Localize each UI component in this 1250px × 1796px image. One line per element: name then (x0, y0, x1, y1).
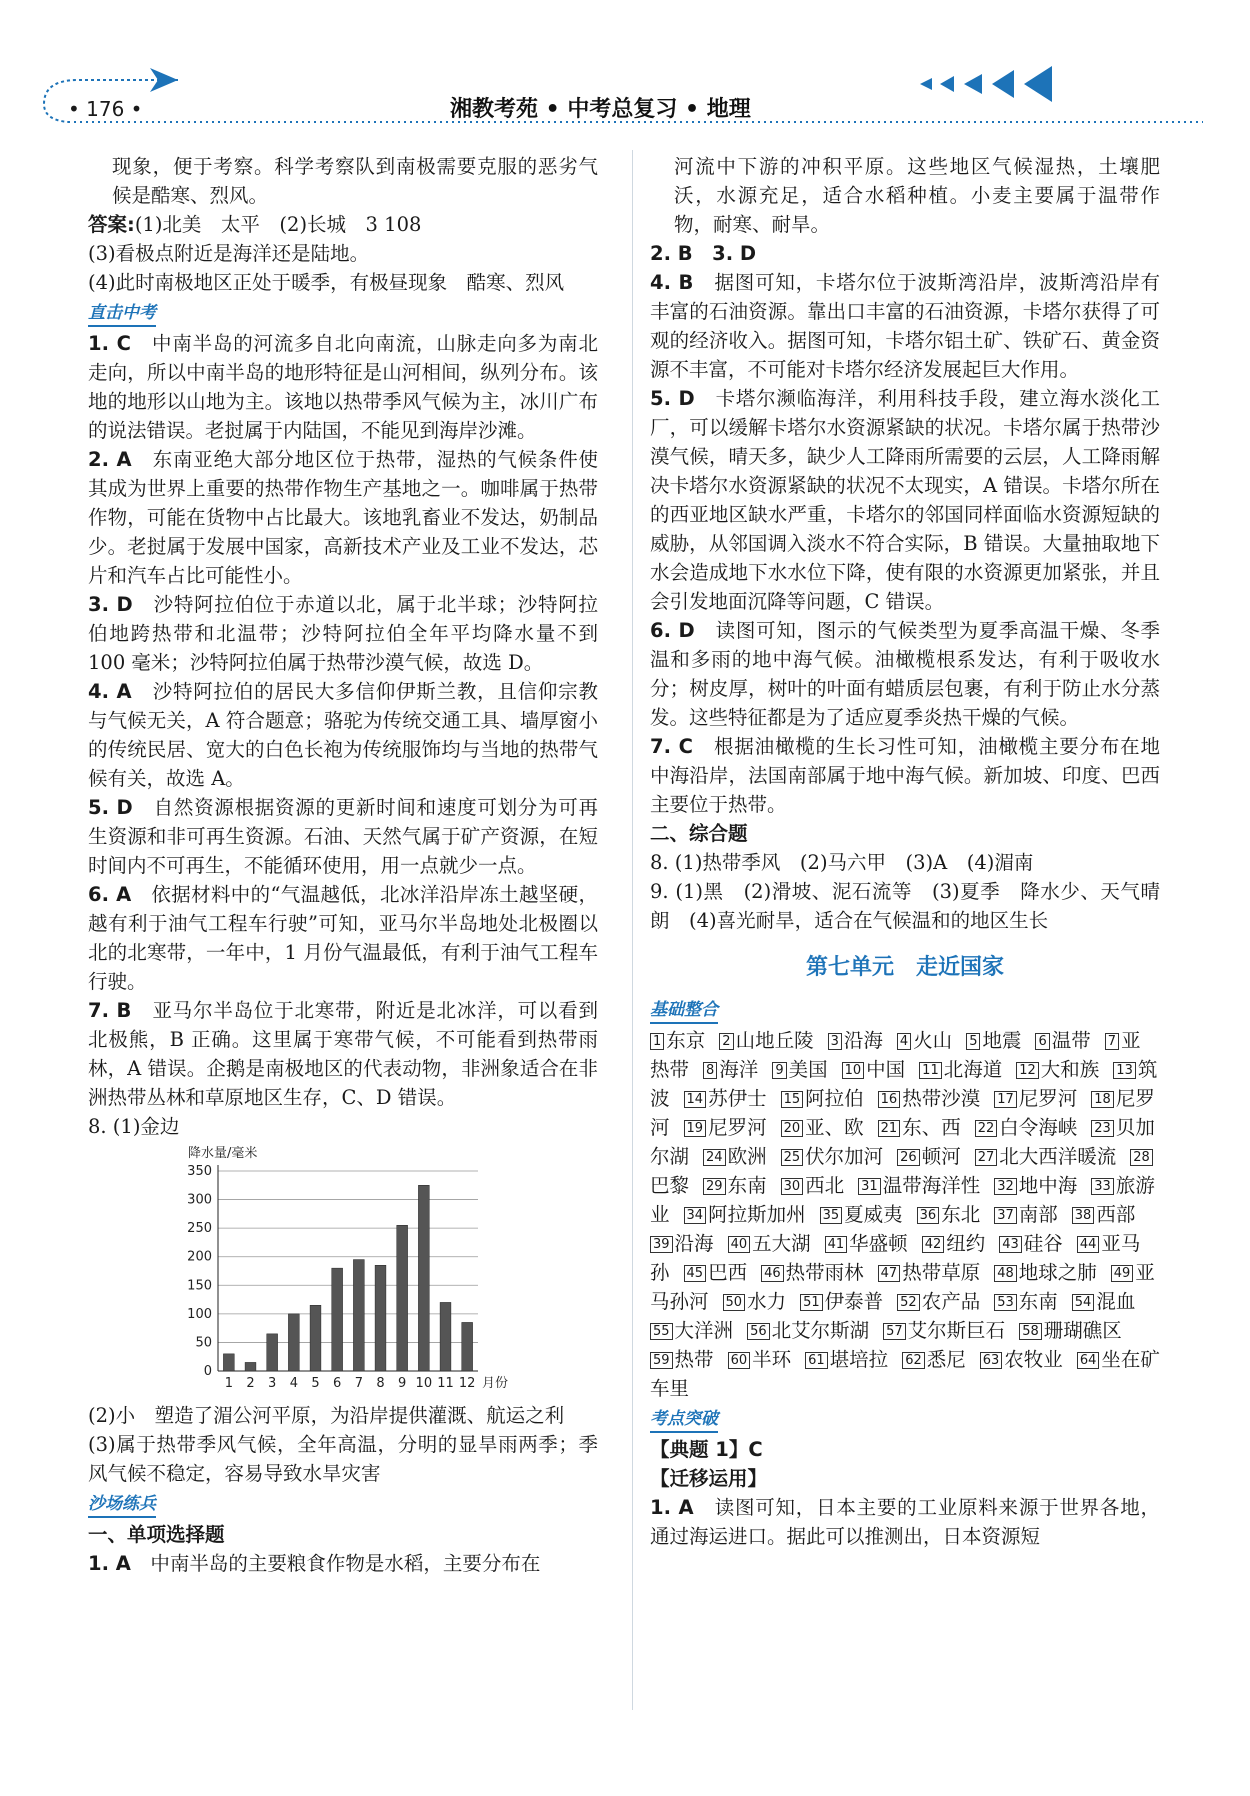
section-jichu: 基础整合 (650, 998, 718, 1024)
part2-title: 二、综合题 (650, 822, 748, 845)
x-tick-label: 7 (354, 1376, 363, 1391)
term-text: 北艾尔斯湖 (771, 1319, 870, 1342)
term-text: 地震 (982, 1029, 1022, 1052)
term-item (781, 1087, 864, 1110)
term-number: 40 (728, 1236, 751, 1253)
term-number: 14 (684, 1091, 707, 1108)
term-item (781, 1145, 884, 1168)
term-number: 2 (719, 1033, 733, 1050)
term-text: 北海道 (943, 1058, 1003, 1081)
term-item (723, 1290, 787, 1313)
term-text: 东南 (727, 1174, 767, 1197)
term-number: 22 (975, 1120, 998, 1137)
term-item (842, 1058, 906, 1081)
term-number: 62 (902, 1352, 925, 1369)
terms-list (650, 1026, 1160, 1403)
r5-lead: 5. D (650, 387, 695, 410)
section-shachang: 沙场练兵 (88, 1492, 156, 1518)
term-number: 38 (1072, 1207, 1095, 1224)
term-number: 18 (1091, 1091, 1114, 1108)
bar (288, 1314, 299, 1371)
term-number: 13 (1113, 1062, 1136, 1079)
r4-lead: 4. B (650, 271, 694, 294)
term-text: 农产品 (921, 1290, 981, 1313)
term-item (650, 1232, 714, 1255)
term-item (800, 1290, 883, 1313)
y-axis-label: 降水量/毫米 (188, 1146, 258, 1161)
x-tick-label: 1 (224, 1376, 233, 1391)
term-number: 24 (703, 1149, 726, 1166)
column-divider (632, 150, 633, 1710)
term-text: 贝加尔湖 (650, 1116, 1155, 1168)
term-text: 艾尔斯巨石 (907, 1319, 1006, 1342)
term-item (883, 1319, 1005, 1342)
term-item (980, 1348, 1063, 1371)
q8-1: 8. (1)金边 (88, 1115, 180, 1138)
term-item (703, 1145, 767, 1168)
term-text: 山地丘陵 (735, 1029, 814, 1052)
term-item (703, 1174, 767, 1197)
term-number: 49 (1111, 1265, 1134, 1282)
y-tick-label: 100 (187, 1306, 212, 1322)
x-tick-label: 8 (376, 1376, 385, 1391)
term-item (781, 1174, 845, 1197)
term-item (897, 1145, 961, 1168)
r4-text: 据图可知，卡塔尔位于波斯湾沿岸，波斯湾沿岸有丰富的石油资源。靠出口丰富的石油资源，卡塔尔获得了可观的经济收入。据图可知，卡塔尔铝土矿、铁矿石、黄金资源不丰富，不可能对卡塔尔经济发展起巨大作用。 (650, 271, 1160, 381)
term-text: 温带 (1051, 1029, 1091, 1052)
term-item (917, 1203, 981, 1226)
term-text: 地球之肺 (1018, 1261, 1097, 1284)
term-item (966, 1029, 1021, 1052)
term-item (897, 1029, 952, 1052)
term-number: 17 (994, 1091, 1017, 1108)
term-item (994, 1261, 1097, 1284)
term-item (994, 1290, 1058, 1313)
term-number: 34 (684, 1207, 707, 1224)
term-number: 32 (994, 1178, 1017, 1195)
term-item (897, 1290, 980, 1313)
term-text: 阿拉伯 (805, 1087, 864, 1110)
term-item (828, 1029, 883, 1052)
r-cont: 河流中下游的冲积平原。这些地区气候湿热，土壤肥沃，水源充足，适合水稻种植。小麦主要属于温带作物，耐寒、耐旱。 (674, 155, 1160, 236)
term-item (684, 1087, 767, 1110)
bar (462, 1322, 473, 1371)
x-tick-label: 2 (246, 1376, 255, 1391)
m1-text: 读图可知，日本主要的工业原料来源于世界各地，通过海运进口。据此可以推测出，日本资源短 (650, 1496, 1160, 1548)
term-text: 亚马孙 (650, 1232, 1141, 1284)
intro-text: 现象，便于考察。科学考察队到南极需要克服的恶劣气候是酷寒、烈风。 (112, 155, 598, 207)
term-text: 尼罗河 (650, 1087, 1155, 1139)
x-tick-label: 6 (333, 1376, 342, 1391)
x-tick-label: 12 (458, 1376, 476, 1391)
term-text: 巴西 (708, 1261, 748, 1284)
term-number: 7 (1105, 1033, 1119, 1050)
term-item (975, 1145, 1117, 1168)
term-number: 60 (728, 1352, 751, 1369)
term-text: 沿海 (674, 1232, 714, 1255)
term-text: 珊瑚礁区 (1043, 1319, 1122, 1342)
term-number: 6 (1035, 1033, 1049, 1050)
term-item (1016, 1058, 1099, 1081)
q4-lead: 4. A (88, 680, 132, 703)
term-text: 东北 (941, 1203, 981, 1226)
term-item (650, 1348, 714, 1371)
term-number: 52 (897, 1294, 920, 1311)
term-text: 顿河 (921, 1145, 961, 1168)
term-item (902, 1348, 966, 1371)
term-number: 46 (761, 1265, 784, 1282)
term-item (994, 1087, 1077, 1110)
y-tick-label: 250 (187, 1221, 212, 1237)
p1-text: 中南半岛的主要粮食作物是水稻，主要分布在 (150, 1552, 541, 1575)
term-text: 夏威夷 (844, 1203, 903, 1226)
term-number: 10 (842, 1062, 865, 1079)
term-text: 水力 (747, 1290, 787, 1313)
term-text: 南部 (1018, 1203, 1058, 1226)
term-text: 亚热带 (650, 1029, 1141, 1081)
term-text: 五大湖 (752, 1232, 811, 1255)
term-item (975, 1116, 1078, 1139)
term-number: 31 (858, 1178, 881, 1195)
q8-2: (2)小 塑造了湄公河平原，为沿岸提供灌溉、航运之利 (88, 1404, 565, 1427)
precipitation-chart (88, 1141, 508, 1401)
term-number: 26 (897, 1149, 920, 1166)
term-text: 农牧业 (1004, 1348, 1063, 1371)
r6-lead: 6. D (650, 619, 695, 642)
term-number: 9 (772, 1062, 786, 1079)
term-number: 53 (994, 1294, 1017, 1311)
r7-text: 根据油橄榄的生长习性可知，油橄榄主要分布在地中海沿岸，法国南部属于地中海气候。新加坡、印度、巴西主要位于热带。 (650, 735, 1160, 816)
term-text: 悉尼 (926, 1348, 966, 1371)
term-text: 热带沙漠 (902, 1087, 981, 1110)
term-item (650, 1319, 733, 1342)
q1-lead: 1. C (88, 332, 131, 355)
q7-lead: 7. B (88, 999, 132, 1022)
term-item (747, 1319, 869, 1342)
term-number: 4 (897, 1033, 911, 1050)
term-item (684, 1203, 806, 1226)
y-tick-label: 350 (187, 1164, 212, 1179)
term-text: 坐在矿车里 (650, 1348, 1160, 1400)
book-title: 湘教考苑 • 中考总复习 • 地理 (450, 97, 751, 122)
term-item (781, 1116, 864, 1139)
term-number: 41 (825, 1236, 848, 1253)
term-text: 混血 (1096, 1290, 1136, 1313)
term-number: 5 (966, 1033, 980, 1050)
x-tick-label: 5 (311, 1376, 320, 1391)
term-item (1019, 1319, 1122, 1342)
answer-label: 答案: (88, 213, 135, 236)
term-text: 火山 (913, 1029, 953, 1052)
unit-title: 第七单元 走近国家 (805, 955, 1004, 980)
term-text: 美国 (788, 1058, 828, 1081)
q2-text: 东南亚绝大部分地区位于热带，湿热的气候条件使其成为世界上重要的热带作物生产基地之一。咖啡属于热带作物，可能在货物中占比最大。该地乳畜业不发达，奶制品少。老挝属于发展中国家，高新技术产业及工业不发达，芯片和汽车占比可能性小。 (88, 448, 598, 587)
term-item (728, 1348, 792, 1371)
y-tick-label: 0 (203, 1364, 212, 1379)
x-axis-label: 月份 (482, 1376, 508, 1391)
x-tick-label: 9 (398, 1376, 407, 1391)
term-text: 尼罗河 (1018, 1087, 1078, 1110)
q1-text: 中南半岛的河流多自北向南流，山脉走向多为南北走向，所以中南半岛的地形特征是山河相间，纵列分布。该地的地形以山地为主。该地以热带季风气候为主，冰川广布的说法错误。老挝属于内陆国，不能见到海岸沙滩。 (88, 332, 598, 442)
term-number: 58 (1019, 1323, 1042, 1340)
term-number: 33 (1091, 1178, 1114, 1195)
term-item (820, 1203, 903, 1226)
term-number: 54 (1072, 1294, 1095, 1311)
term-number: 21 (878, 1120, 901, 1137)
term-text: 白令海峡 (999, 1116, 1078, 1139)
term-item (1072, 1290, 1136, 1313)
q8-3: (3)属于热带季风气候，全年高温，分明的显旱雨两季；季风气候不稳定，容易导致水旱灾害 (88, 1433, 598, 1485)
term-number: 59 (650, 1352, 673, 1369)
term-text: 华盛顿 (849, 1232, 908, 1255)
bar (223, 1354, 234, 1371)
term-number: 16 (878, 1091, 901, 1108)
term-item (805, 1348, 888, 1371)
term-text: 筑波 (650, 1058, 1158, 1110)
header-triangles-icon (920, 66, 1052, 102)
x-tick-label: 11 (437, 1376, 454, 1391)
term-number: 3 (828, 1033, 842, 1050)
term-text: 堪培拉 (829, 1348, 889, 1371)
x-tick-label: 4 (289, 1376, 298, 1391)
term-number: 27 (975, 1149, 998, 1166)
term-number: 1 (650, 1033, 664, 1050)
term-number: 37 (994, 1207, 1017, 1224)
term-number: 43 (999, 1236, 1022, 1253)
term-text: 硅谷 (1023, 1232, 1063, 1255)
term-number: 51 (800, 1294, 823, 1311)
q6-text: 依据材料中的“气温越低，北冰洋沿岸冻土越坚硬，越有利于油气工程车行驶”可知，亚马尔半岛地处北极圈以北的北寒带，一年中，1 月份气温最低，有利于油气工程车行驶。 (88, 883, 598, 993)
r7-lead: 7. C (650, 735, 693, 758)
term-number: 25 (781, 1149, 804, 1166)
term-text: 北大西洋暖流 (999, 1145, 1117, 1168)
term-text: 伏尔加河 (805, 1145, 884, 1168)
header-arrow-icon (150, 68, 178, 92)
term-text: 海洋 (719, 1058, 759, 1081)
term-text: 东南 (1018, 1290, 1058, 1313)
term-number: 12 (1016, 1062, 1039, 1079)
term-text: 东京 (666, 1029, 706, 1052)
bar (310, 1305, 321, 1371)
bar (440, 1302, 451, 1371)
term-text: 阿拉斯加州 (708, 1203, 806, 1226)
term-text: 热带 (674, 1348, 714, 1371)
term-number: 36 (917, 1207, 940, 1224)
term-number: 47 (878, 1265, 901, 1282)
term-number: 35 (820, 1207, 843, 1224)
term-number: 30 (781, 1178, 804, 1195)
term-item (728, 1232, 811, 1255)
q3-lead: 3. D (88, 593, 133, 616)
x-tick-label: 10 (415, 1376, 433, 1391)
term-number: 28 (1130, 1149, 1153, 1166)
term-number: 48 (994, 1265, 1017, 1282)
term-item (994, 1203, 1058, 1226)
term-item (650, 1029, 705, 1052)
term-item (1072, 1203, 1136, 1226)
q4-text: 沙特阿拉伯的居民大多信仰伊斯兰教，且信仰宗教与气候无关，A 符合题意；骆驼为传统交通工具、墙厚窗小的传统民居、宽大的白色长袍为传统服饰均与当地的热带气候有关，故选 A。 (88, 680, 598, 790)
term-text: 热带草原 (902, 1261, 981, 1284)
term-text: 旅游业 (650, 1174, 1155, 1226)
y-tick-label: 300 (187, 1192, 212, 1208)
term-text: 伊泰普 (824, 1290, 884, 1313)
y-tick-label: 50 (195, 1335, 212, 1351)
bar (245, 1362, 256, 1371)
term-text: 大和族 (1040, 1058, 1100, 1081)
q6-lead: 6. A (88, 883, 132, 906)
term-item (994, 1174, 1077, 1197)
term-number: 20 (781, 1120, 804, 1137)
term-number: 63 (980, 1352, 1003, 1369)
left-column (88, 152, 598, 1578)
term-item (1035, 1029, 1090, 1052)
term-text: 大洋洲 (674, 1319, 734, 1342)
r8: 8. (1)热带季风 (2)马六甲 (3)A (4)湄南 (650, 851, 1034, 874)
section-kaodian: 考点突破 (650, 1407, 718, 1433)
term-text: 亚马孙河 (650, 1261, 1155, 1313)
bar (353, 1260, 364, 1371)
bar (418, 1185, 429, 1371)
term-text: 沿海 (843, 1029, 883, 1052)
term-item (999, 1232, 1063, 1255)
term-number: 55 (650, 1323, 673, 1340)
term-number: 44 (1077, 1236, 1100, 1253)
term-text: 尼罗河 (708, 1116, 767, 1139)
q3-text: 沙特阿拉伯位于赤道以北，属于北半球；沙特阿拉伯地跨热带和北温带；沙特阿拉伯全年平均降水量不到 100 毫米；沙特阿拉伯属于热带沙漠气候，故选 D。 (88, 593, 598, 674)
term-number: 42 (922, 1236, 945, 1253)
term-item (825, 1232, 908, 1255)
term-item (703, 1058, 758, 1081)
term-number: 29 (703, 1178, 726, 1195)
bar (267, 1334, 278, 1371)
term-number: 11 (919, 1062, 942, 1079)
q5-text: 自然资源根据资源的更新时间和速度可划分为可再生资源和非可再生资源。石油、天然气属于矿产资源，在短时间内不可再生，不能循环使用，用一点就少一点。 (88, 796, 598, 877)
term-text: 地中海 (1018, 1174, 1078, 1197)
term-number: 64 (1077, 1352, 1100, 1369)
qianyi: 【迁移运用】 (650, 1467, 768, 1490)
term-number: 23 (1091, 1120, 1114, 1137)
term-text: 东、西 (902, 1116, 961, 1139)
term-text: 亚、欧 (805, 1116, 864, 1139)
q7-text: 亚马尔半岛位于北寒带，附近是北冰洋，可以看到北极熊，B 正确。这里属于寒带气候，不可能看到热带雨林，A 错误。企鹅是南极地区的代表动物，非洲象适合在非洲热带丛林和草原地区生存，C、D 错误。 (88, 999, 598, 1109)
term-text: 中国 (866, 1058, 906, 1081)
term-item (878, 1087, 981, 1110)
y-tick-label: 150 (187, 1278, 212, 1294)
y-tick-label: 200 (187, 1249, 212, 1265)
term-number: 19 (684, 1120, 707, 1137)
r6-text: 读图可知，图示的气候类型为夏季高温干燥、冬季温和多雨的地中海气候。油橄榄根系发达，有利于吸收水分；树皮厚，树叶的叶面有蜡质层包裹，有利于防止水分蒸发。这些特征都是为了适应夏季炎热干燥的气候。 (650, 619, 1160, 729)
answer-1: (1)北美 太平 (2)长城 3 108 (134, 213, 422, 236)
term-text: 热带雨林 (785, 1261, 864, 1284)
term-text: 巴黎 (650, 1174, 690, 1197)
term-text: 西部 (1096, 1203, 1136, 1226)
bar (332, 1268, 343, 1371)
page-number: • 176 • (68, 97, 143, 121)
q5-lead: 5. D (88, 796, 133, 819)
chart-svg (88, 1141, 508, 1401)
r23: 2. B 3. D (650, 242, 757, 265)
term-item (858, 1174, 980, 1197)
m1-lead: 1. A (650, 1496, 694, 1519)
right-column (650, 152, 1160, 1551)
term-item (919, 1058, 1002, 1081)
r5-text: 卡塔尔濒临海洋，利用科技手段，建立海水淡化工厂，可以缓解卡塔尔水资源紧缺的状况。卡塔尔属于热带沙漠气候，晴天多，缺少人工降雨所需要的云层，人工降雨解决卡塔尔水资源紧缺的状况不太现实，A 错误。卡塔尔所在的西亚地区缺水严重，卡塔尔的邻国同样面临水资源短缺的威胁，从邻国调入淡水不符合实际，B 错误。大量抽取地下水会造成地下水水位下降，使有限的水资源更加紧张，并且会引发地面沉降等问题，C 错误。 (650, 387, 1160, 613)
term-number: 15 (781, 1091, 804, 1108)
term-number: 8 (703, 1062, 717, 1079)
term-text: 温带海洋性 (882, 1174, 981, 1197)
term-item (878, 1116, 961, 1139)
x-tick-label: 3 (268, 1376, 277, 1391)
term-text: 半环 (752, 1348, 792, 1371)
term-number: 61 (805, 1352, 828, 1369)
term-item (684, 1261, 748, 1284)
p1-lead: 1. A (88, 1552, 131, 1575)
term-number: 39 (650, 1236, 673, 1253)
term-text: 欧洲 (727, 1145, 767, 1168)
term-item (684, 1116, 767, 1139)
term-item (922, 1232, 986, 1255)
term-text: 苏伊士 (708, 1087, 767, 1110)
term-item (878, 1261, 981, 1284)
term-number: 56 (747, 1323, 770, 1340)
term-text: 纽约 (946, 1232, 986, 1255)
q2-lead: 2. A (88, 448, 132, 471)
bar (375, 1265, 386, 1371)
term-number: 57 (883, 1323, 906, 1340)
term-number: 50 (723, 1294, 746, 1311)
answer-4: (4)此时南极地区正处于暖季，有极昼现象 酷寒、烈风 (88, 271, 565, 294)
term-item (761, 1261, 864, 1284)
term-item (719, 1029, 813, 1052)
bar (397, 1225, 408, 1371)
r9: 9. (1)黑 (2)滑坡、泥石流等 (3)夏季 降水少、天气晴朗 (4)喜光耐旱，适合在气候温和的地区生长 (650, 880, 1160, 932)
term-text: 西北 (805, 1174, 845, 1197)
part1-title: 一、单项选择题 (88, 1523, 225, 1546)
section-zhiji: 直击中考 (88, 301, 156, 327)
term-number: 45 (684, 1265, 707, 1282)
term-item (772, 1058, 827, 1081)
answer-3: (3)看极点附近是海洋还是陆地。 (88, 242, 370, 265)
dianti: 【典题 1】C (650, 1438, 763, 1461)
